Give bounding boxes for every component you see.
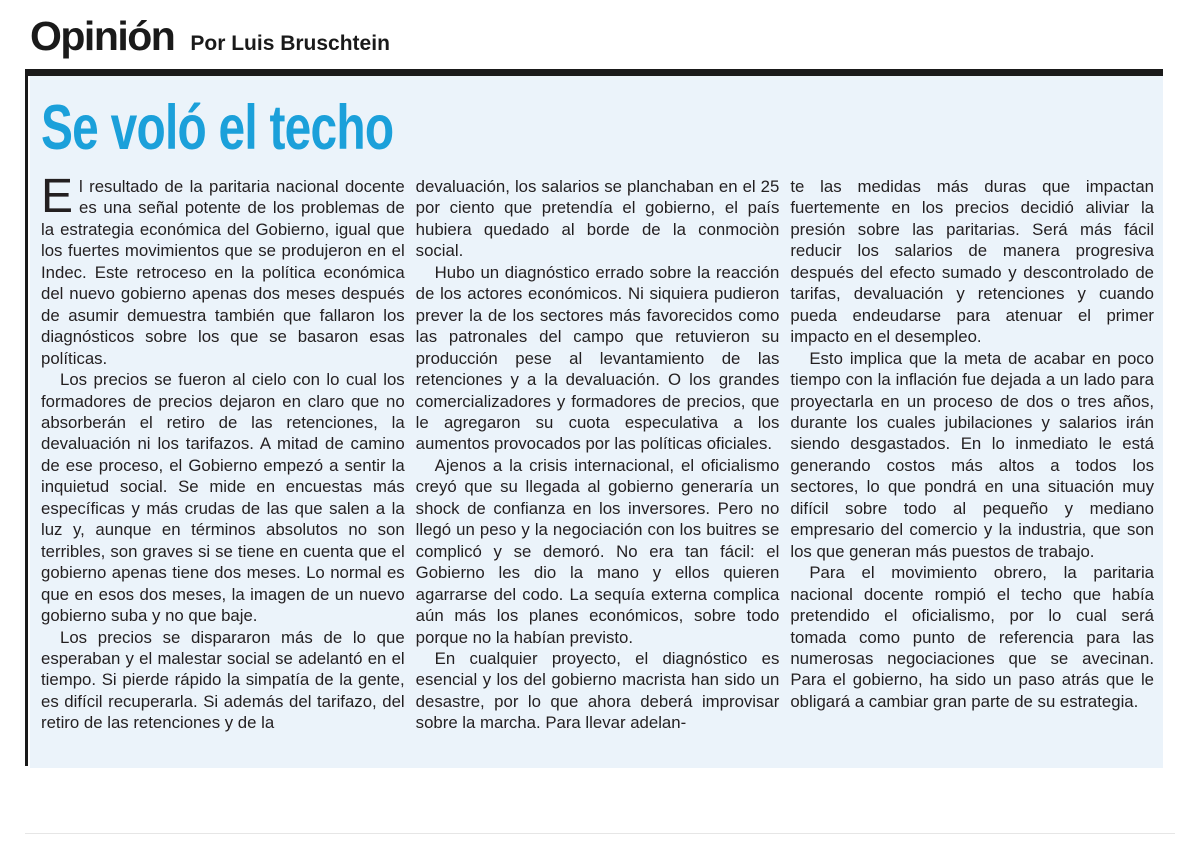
paragraph: Hubo un diagnóstico errado sobre la reacción de los actores económicos. Ni siquiera pudieron prever la de los sectores más favorecidos como las patronales del campo que retuvieron su producción pese al levantamiento de las retenciones y a la devaluación. O los grandes comercializadores y formadores de precios, que le agregaron su cuota especulativa a los aumentos provocados por las políticas oficiales. — [415, 262, 780, 454]
section-title: Opinión — [30, 13, 175, 59]
paragraph: Esto implica que la meta de acabar en poco tiempo con la inflación fue dejada a un lado para proyectarla en un proceso de dos o tres años, durante los cuales jubilaciones y salarios irán siendo desgastados. En lo inmediato le está generando costos más altos a todos los sectores, lo que pondrá en una situación muy difícil sobre todo al pequeño y mediano empresario del comercio y la industria, que son los que generan más puestos de trabajo. — [790, 348, 1155, 561]
paragraph: El resultado de la paritaria nacional docente es una señal potente de los problemas de la estrategia económica del Gobierno, igual que los fuertes movimientos que se produjeron en el Indec. Este retroceso en la política económica del nuevo gobierno apenas dos meses después de asumir demuestra también que fallaron los diagnósticos sobre los que se basaron esas políticas. — [41, 170, 405, 368]
column-3 — [790, 176, 1154, 734]
column-1 — [41, 170, 405, 734]
column-2 — [416, 176, 780, 734]
byline: Por Luis Bruschtein — [190, 32, 390, 55]
header — [30, 13, 390, 59]
paragraph: te las medidas más duras que impactan fuertemente en los precios decidió aliviar la presión sobre las paritarias. Será más fácil reducir los salarios de manera progresiva después del efecto sumado y descontrolado de tarifas, devaluación y retenciones y cuando pueda endeudarse para atenuar el primer impacto en el desempleo. — [790, 177, 1155, 347]
paragraph: En cualquier proyecto, el diagnóstico es esencial y los del gobierno macrista han sido un desastre, por lo que ahora deberá improvisar sobre la marcha. Para llevar adelan- — [415, 648, 780, 733]
bottom-rule — [25, 833, 1175, 834]
paragraph: Ajenos a la crisis internacional, el oficialismo creyó que su llegada al gobierno generaría un shock de confianza en los inversores. Pero no llegó un peso y la negociación con los buitres se complicó y se demoró. No era tan fácil: el Gobierno les dio la mano y ellos quieren agarrarse del codo. La sequía externa complica aún más los planes económicos, sobre todo porque no la habían previsto. — [415, 455, 780, 647]
paragraph: Para el movimiento obrero, la paritaria nacional docente rompió el techo que había pretendido el oficialismo, por lo cual será tomada como punto de referencia para las numerosas negociaciones que se avecinan. Para el gobierno, ha sido un paso atrás que le obligará a cambiar gran parte de su estrategia. — [790, 563, 1155, 711]
paragraph: Los precios se dispararon más de lo que esperaban y el malestar social se adelantó en el tiempo. Si pierde rápido la simpatía de la gente, es difícil recuperarla. Si además del tarifazo, del retiro de las retenciones y de la — [41, 627, 405, 733]
dropcap: E — [41, 170, 74, 223]
paragraph: devaluación, los salarios se planchaban en el 25 por ciento que pretendía el gobierno, el país hubiera quedado al borde de la conmociòn social. — [415, 177, 780, 261]
article-title: Se voló el techo — [41, 93, 394, 163]
paragraph: Los precios se fueron al cielo con lo cual los formadores de precios dejaron en claro que no absorberán el retiro de las retenciones, la devaluación ni los tarifazos. A mitad de camino de ese proceso, el Gobierno empezó a sentir la inquietud social. Se mide en encuestas más específicas y más crudas de las que salen a la luz y, aunque en términos absolutos no son terribles, son graves si se tiene en cuenta que el gobierno apenas tiene dos meses. Lo normal es que en esos dos meses, la imagen de un nuevo gobierno suba y no que baje. — [41, 370, 405, 626]
header-rule — [25, 69, 1163, 76]
article-panel — [30, 76, 1163, 768]
article-columns — [41, 170, 1155, 734]
left-vertical-rule — [25, 76, 28, 766]
